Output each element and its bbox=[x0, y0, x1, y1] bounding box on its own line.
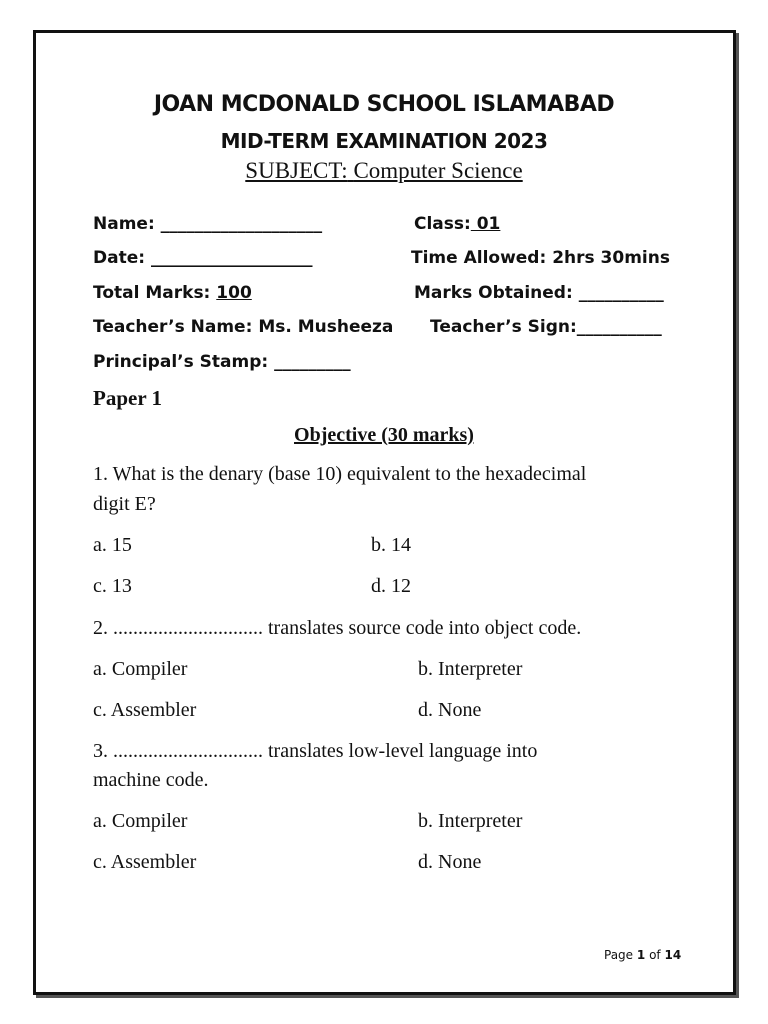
teacher-name-field bbox=[93, 317, 393, 337]
page-word: Page bbox=[604, 948, 634, 962]
subject-value: Computer Science bbox=[353, 158, 523, 183]
name-label: Name: bbox=[93, 214, 155, 234]
question-2-text: 2. .............................. translates source code into object code. bbox=[93, 617, 582, 639]
section-title: Objective (30 marks) bbox=[294, 424, 474, 446]
question-3-option-a: a. Compiler bbox=[93, 810, 188, 832]
total-marks-value: 100 bbox=[216, 283, 252, 303]
question-2-option-b: b. Interpreter bbox=[418, 658, 523, 680]
marks-obtained-label: Marks Obtained: bbox=[414, 283, 573, 303]
teacher-name-label: Teacher’s Name: bbox=[93, 317, 253, 337]
marks-obtained-field bbox=[414, 283, 664, 303]
subject-line bbox=[0, 158, 768, 184]
question-2-option-a: a. Compiler bbox=[93, 658, 188, 680]
page-current: 1 bbox=[636, 948, 646, 962]
date-blank: ___________________ bbox=[150, 248, 313, 268]
marks-obtained-blank: __________ bbox=[578, 283, 664, 303]
total-marks-label: Total Marks: bbox=[93, 283, 211, 303]
teacher-sign-field bbox=[430, 317, 662, 337]
of-word: of bbox=[649, 948, 661, 962]
name-blank: ___________________ bbox=[160, 214, 323, 234]
question-1-text: 1. What is the denary (base 10) equivalent to the hexadecimal bbox=[93, 463, 587, 485]
school-name: JOAN MCDONALD SCHOOL ISLAMABAD bbox=[153, 92, 615, 117]
total-marks-field bbox=[93, 283, 252, 303]
principal-stamp-blank: _________ bbox=[274, 352, 351, 372]
date-field bbox=[93, 248, 312, 268]
time-value: 2hrs 30mins bbox=[552, 248, 670, 268]
question-3-option-b: b. Interpreter bbox=[418, 810, 523, 832]
teacher-sign-blank: __________ bbox=[576, 317, 662, 337]
question-1-option-c: c. 13 bbox=[93, 575, 132, 597]
question-3-option-c: c. Assembler bbox=[93, 851, 197, 873]
question-3-option-d: d. None bbox=[418, 851, 482, 873]
time-label: Time Allowed: bbox=[411, 248, 547, 268]
principal-stamp-label: Principal’s Stamp: bbox=[93, 352, 269, 372]
question-1-option-a: a. 15 bbox=[93, 534, 132, 556]
page-number bbox=[604, 948, 681, 962]
exam-title: MID-TERM EXAMINATION 2023 bbox=[220, 129, 548, 153]
question-3-text: 3. .............................. translates low-level language into bbox=[93, 740, 538, 762]
question-1-option-b: b. 14 bbox=[371, 534, 411, 556]
date-label: Date: bbox=[93, 248, 146, 268]
question-2-option-d: d. None bbox=[418, 699, 482, 721]
teacher-name-value: Ms. Musheeza bbox=[258, 317, 394, 337]
question-2-option-c: c. Assembler bbox=[93, 699, 197, 721]
time-field bbox=[411, 248, 670, 268]
class-field bbox=[414, 214, 500, 234]
question-1-text-cont: digit E? bbox=[93, 493, 156, 515]
teacher-sign-label: Teacher’s Sign: bbox=[430, 317, 577, 337]
page-total: 14 bbox=[664, 948, 682, 962]
subject-label: SUBJECT: bbox=[245, 158, 348, 183]
class-label: Class: bbox=[414, 214, 471, 234]
question-3-text-cont: machine code. bbox=[93, 769, 209, 791]
name-field bbox=[93, 214, 322, 234]
principal-stamp-field bbox=[93, 352, 351, 372]
paper-title: Paper 1 bbox=[93, 386, 163, 410]
class-value: 01 bbox=[470, 214, 501, 234]
question-1-option-d: d. 12 bbox=[371, 575, 411, 597]
